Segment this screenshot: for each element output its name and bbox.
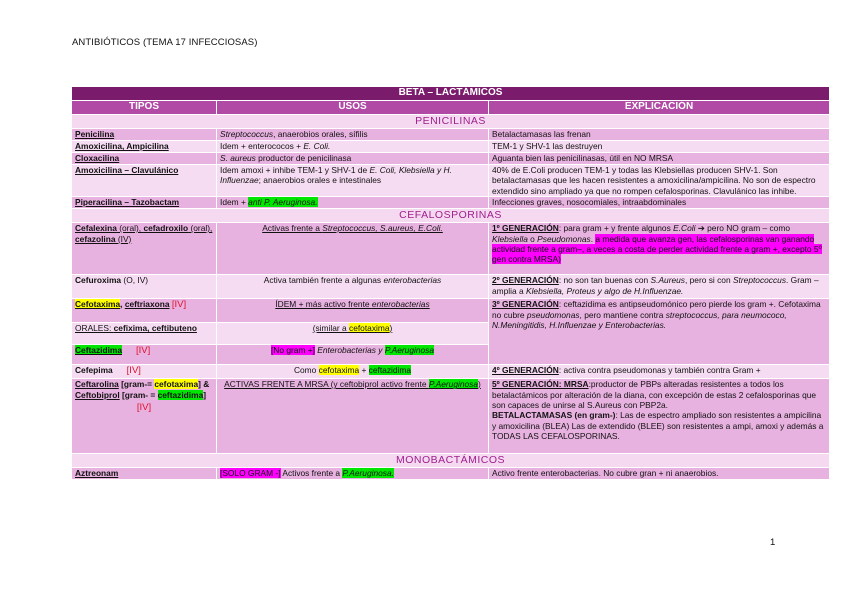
uso-text: , anaerobios orales, sífilis bbox=[273, 129, 368, 139]
drug-name: Cefuroxima bbox=[75, 275, 122, 286]
tipo-cell bbox=[72, 468, 217, 480]
explicacion-text: S.Aureus bbox=[650, 275, 685, 286]
uso-text: enterobacterias bbox=[371, 299, 430, 310]
usos-cell bbox=[217, 345, 489, 365]
drug-separator: , bbox=[120, 299, 125, 310]
drug-note: ] bbox=[203, 389, 207, 400]
uso-text: E. Coli, Klebsiella y H. Influenzae bbox=[220, 165, 452, 186]
uso-text: enterobacterias bbox=[383, 275, 442, 286]
uso-text: ) bbox=[478, 379, 481, 390]
explicacion-cell: Betalactamasas las frenan bbox=[489, 129, 830, 141]
generation-label: 3º GENERACIÓN bbox=[492, 299, 559, 310]
table-row-penicilina bbox=[72, 129, 830, 141]
drug-route: (IV) bbox=[115, 233, 132, 244]
uso-text: Idem + enterococos + bbox=[220, 141, 304, 151]
highlight-green: P.Aeruginosa. bbox=[342, 468, 394, 479]
tipo-cell bbox=[72, 153, 217, 165]
uso-text: productor de penicilinasa bbox=[255, 153, 352, 163]
highlight-green: P.Aeruginosa bbox=[384, 345, 435, 356]
drug-name: Cefepima bbox=[75, 365, 113, 376]
highlight-magenta: [SOLO GRAM -] bbox=[220, 468, 281, 479]
table-row-piperacilina bbox=[72, 197, 830, 209]
beta-lactam-table bbox=[71, 86, 830, 480]
section-title-penicilinas: PENICILINAS bbox=[72, 115, 830, 129]
table-row-cloxacilina bbox=[72, 153, 830, 165]
explicacion-text: Klebsiella, Proteus y algo de H.Influenzae. bbox=[525, 285, 684, 296]
tipo-cell bbox=[72, 379, 217, 454]
column-header-usos: USOS bbox=[217, 101, 489, 115]
uso-text: ÍDEM + más activo frente bbox=[275, 299, 372, 310]
section-title-monobactamicos: MONOBACTÁMICOS bbox=[72, 454, 830, 468]
table-row-amoxi-clav bbox=[72, 165, 830, 197]
table-row-amoxicilina bbox=[72, 141, 830, 153]
explicacion-text: Klebsiella bbox=[492, 233, 528, 244]
highlight-green: anti P. Aeruginosa. bbox=[248, 197, 318, 208]
explicacion-cell bbox=[489, 223, 830, 275]
section-title-cefalosporinas: CEFALOSPORINAS bbox=[72, 209, 830, 223]
iv-label: [IV] bbox=[135, 345, 151, 357]
drug-name: Penicilina bbox=[75, 129, 115, 139]
tipo-cell bbox=[72, 299, 217, 323]
explicacion-cell: Infecciones graves, nosocomiales, intraabdominales bbox=[489, 197, 830, 209]
explicacion-text: , pero si con bbox=[685, 275, 733, 286]
explicacion-text: :productor de PBPs alteradas resistentes a todos los betalactámicos por alteración de la diana, con excepción de estas 2 cefalosporinas que son capaces de unirse al S.Aureus con PBP2a. bbox=[492, 379, 817, 411]
drug-name: Ceftarolina bbox=[75, 379, 119, 390]
section-row-cefalosporinas bbox=[72, 209, 830, 223]
usos-cell bbox=[217, 197, 489, 209]
tipo-cell bbox=[72, 345, 217, 365]
drug-route: (oral), bbox=[116, 223, 144, 234]
drug-name: Cefotaxima bbox=[75, 299, 121, 310]
table-row-cefotaxima bbox=[72, 299, 830, 323]
explicacion-cell: Aguanta bien las penicilinasas, útil en NO MRSA bbox=[489, 153, 830, 165]
uso-text: E. Coli. bbox=[303, 141, 331, 151]
usos-cell bbox=[217, 468, 489, 480]
tipo-cell bbox=[72, 223, 217, 275]
uso-text: Idem amoxi + inhibe TEM-1 y SHV-1 de bbox=[220, 165, 370, 175]
drug-note: [gram-= bbox=[118, 379, 155, 390]
table-row-cefepima bbox=[72, 365, 830, 379]
drug-name: Piperacilina – Tazobactam bbox=[75, 197, 180, 208]
uso-text: S. aureus bbox=[220, 153, 256, 163]
tipo-cell bbox=[72, 197, 217, 209]
explicacion-cell bbox=[489, 275, 830, 299]
column-header-tipos: TIPOS bbox=[72, 101, 217, 115]
drug-name: cefixima, ceftibuteno bbox=[113, 323, 197, 334]
explicacion-text: : para gram + y frente algunos bbox=[558, 223, 674, 234]
highlight-magenta: [No gram +] bbox=[270, 345, 315, 356]
tipo-cell bbox=[72, 275, 217, 299]
usos-cell bbox=[217, 141, 489, 153]
explicacion-text: streptococcus, para neumococo, N.Meningitidis, H.Influenzae y Enterobacterias. bbox=[492, 309, 787, 331]
usos-cell bbox=[217, 379, 489, 454]
drug-route: (oral), bbox=[188, 223, 213, 234]
table-title: BETA – LACTÁMICOS bbox=[72, 87, 830, 101]
explicacion-cell bbox=[489, 299, 830, 365]
table-row-aztreonam bbox=[72, 468, 830, 480]
usos-cell bbox=[217, 365, 489, 379]
drug-name: Amoxicilina, Ampicilina bbox=[75, 141, 169, 151]
generation-label: 2º GENERACIÓN bbox=[492, 275, 559, 286]
tipo-cell bbox=[72, 323, 217, 345]
iv-label: [IV] bbox=[136, 402, 152, 414]
generation-label: 1º GENERACIÓN bbox=[492, 223, 559, 234]
explicacion-text: : activa contra pseudomonas y también contra Gram + bbox=[558, 365, 761, 376]
explicacion-cell: Activo frente enterobacterias. No cubre gran + ni anaerobios. bbox=[489, 468, 830, 480]
uso-text: + bbox=[359, 365, 369, 376]
generation-label: 4º GENERACIÓN bbox=[492, 365, 559, 376]
drug-name: Aztreonam bbox=[75, 468, 119, 479]
section-row-penicilinas bbox=[72, 115, 830, 129]
uso-text: ACTIVAS FRENTE A MRSA (y ceftobiprol activo frente bbox=[224, 379, 429, 390]
explicacion-text: . bbox=[590, 233, 596, 244]
usos-cell bbox=[217, 299, 489, 323]
column-header-row bbox=[72, 101, 830, 115]
drug-name: ceftriaxona bbox=[124, 299, 170, 310]
iv-label: [IV] bbox=[171, 299, 187, 311]
tipo-cell bbox=[72, 141, 217, 153]
explicacion-text: o bbox=[527, 233, 538, 244]
explicacion-text: Streptococcus bbox=[732, 275, 787, 286]
highlight-yellow: cefotaxima bbox=[318, 365, 360, 376]
usos-cell bbox=[217, 275, 489, 299]
uso-text: Streptococcus, S.aureus, E.Coli. bbox=[322, 223, 443, 234]
explicacion-text: , pero mantiene contra bbox=[579, 309, 666, 320]
drug-note: [gram- = bbox=[119, 389, 158, 400]
highlight-yellow: cefotaxima bbox=[349, 323, 390, 334]
drug-name: Cefalexina bbox=[75, 223, 117, 234]
explicacion-text: E.Coli bbox=[673, 223, 696, 234]
uso-text: ; anaerobios orales e intestinales bbox=[258, 175, 382, 186]
explicacion-text: pseudomonas bbox=[526, 309, 580, 320]
explicacion-cell bbox=[489, 365, 830, 379]
highlight-green: ceftazidima bbox=[368, 365, 412, 376]
iv-label: [IV] bbox=[126, 365, 141, 377]
uso-text: Activa también frente a algunas bbox=[263, 275, 384, 286]
uso-text: Activos frente a bbox=[280, 468, 343, 479]
uso-text: Idem + bbox=[220, 197, 249, 208]
uso-text: Como bbox=[293, 365, 319, 376]
drug-name: Ceftazidima bbox=[75, 345, 123, 356]
column-header-explicacion: EXPLICACIÓN bbox=[489, 101, 830, 115]
explicacion-cell bbox=[489, 379, 830, 454]
drug-name: Amoxicilina – Clavulánico bbox=[75, 165, 179, 175]
usos-cell bbox=[217, 323, 489, 345]
drug-name: cefazolina bbox=[75, 233, 116, 244]
generation-label: 5º GENERACIÓN: MRSA bbox=[492, 379, 589, 390]
document-title: ANTIBIÓTICOS (TEMA 17 INFECCIOSAS) bbox=[72, 37, 258, 48]
table-title-row bbox=[72, 87, 830, 101]
usos-cell bbox=[217, 165, 489, 197]
explicacion-text: : Las de espectro ampliado son resistentes a ampicilina y amoxicilina (BLEA) Las de extendido (BLEE) son resistentes a ampi, amoxi y además a TODAS LAS CEFALOSPORINAS. bbox=[492, 410, 824, 442]
tipo-cell bbox=[72, 129, 217, 141]
drug-name: Ceftobiprol bbox=[75, 389, 120, 400]
table-row-ceftarolina bbox=[72, 379, 830, 454]
drug-group: ORALES: bbox=[75, 323, 114, 334]
uso-text: Activas frente a bbox=[262, 223, 323, 234]
highlight-green: P.Aeruginosa bbox=[428, 379, 479, 390]
usos-cell bbox=[217, 223, 489, 275]
explicacion-text: Pseudomonas bbox=[537, 233, 591, 244]
highlight-yellow: cefotaxima bbox=[154, 379, 199, 390]
explicacion-cell: 40% de E.Coli producen TEM-1 y todas las Klebsiellas producen SHV-1. Son betalactamasas que les hacen resistentes a amoxicilina/ampicilina. No son de espectro extendido sino ampliado ya que no rompen cefalosporinas. Clavulánico las inhibe. bbox=[489, 165, 830, 197]
betalactamasas-label: BETALACTAMASAS (en gram-) bbox=[492, 410, 616, 421]
page-number: 1 bbox=[770, 537, 776, 548]
uso-text: (similar a bbox=[312, 323, 349, 334]
explicacion-text: : no son tan buenas con bbox=[558, 275, 651, 286]
explicacion-text: : ceftazidima es antipseudomónico pero pierde los gram +. Cefotaxima no cubre bbox=[492, 299, 821, 320]
highlight-magenta: a medida que avanza gen, las cefalosporinas van ganando actividad frente a gram–, a veces a costa de perder actividad frente a gram +, excepto 5º gen contra MRSA) bbox=[492, 233, 822, 265]
explicacion-cell: TEM-1 y SHV-1 las destruyen bbox=[489, 141, 830, 153]
explicacion-text: ➔ pero NO gram – como bbox=[695, 223, 790, 234]
explicacion-text: . Gram – amplia a bbox=[492, 275, 819, 296]
usos-cell bbox=[217, 153, 489, 165]
section-row-monobactamicos bbox=[72, 454, 830, 468]
uso-text: Enterobacterias y bbox=[314, 345, 385, 356]
tipo-cell bbox=[72, 165, 217, 197]
drug-note: ] & bbox=[198, 379, 210, 390]
table-row-cefalexina bbox=[72, 223, 830, 275]
table-row-cefuroxima bbox=[72, 275, 830, 299]
usos-cell bbox=[217, 129, 489, 141]
drug-name: cefadroxilo bbox=[143, 223, 189, 234]
drug-name: Cloxacilina bbox=[75, 153, 120, 163]
tipo-cell bbox=[72, 365, 217, 379]
drug-route: (O, IV) bbox=[121, 275, 149, 286]
uso-text: ) bbox=[389, 323, 393, 334]
uso-text: Streptococcus bbox=[220, 129, 274, 139]
highlight-green: ceftazidima bbox=[157, 389, 204, 400]
